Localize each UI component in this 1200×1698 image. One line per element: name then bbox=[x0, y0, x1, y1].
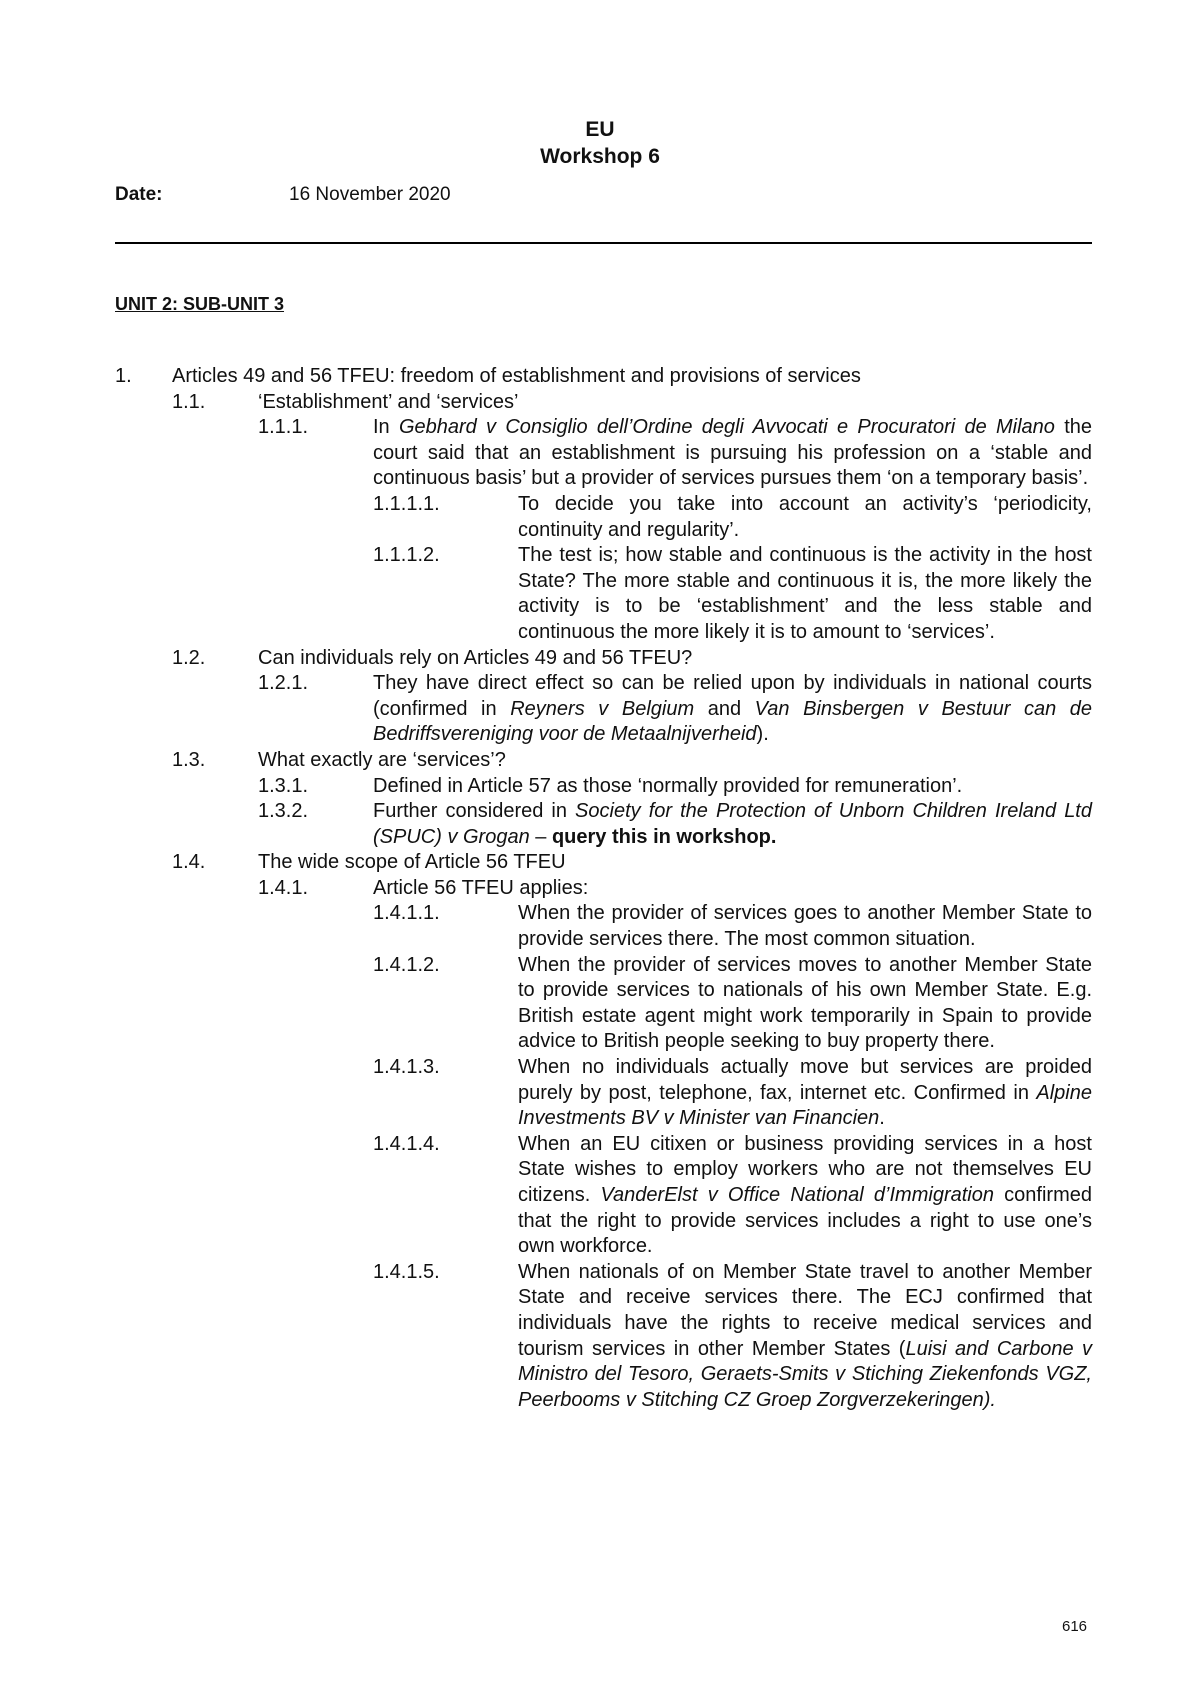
page-number: 616 bbox=[1062, 1618, 1088, 1635]
outline-item-text: When the provider of services moves to another Member State to provide services to nationals of his own Member State. E.g. British estate agent might work temporarily in Spain to provide advice to British people seeking to buy property there. bbox=[518, 953, 1092, 1053]
outline-item-number: 1.1.1.2. bbox=[373, 544, 440, 567]
date-value: 16 November 2020 bbox=[289, 184, 451, 205]
outline-item-number: 1.1.1. bbox=[258, 416, 309, 439]
outline-item bbox=[0, 543, 1200, 645]
date-label: Date: bbox=[115, 184, 163, 205]
outline-item-number: 1.2. bbox=[172, 646, 206, 669]
document-title: EU bbox=[585, 118, 615, 141]
outline-item bbox=[0, 1055, 1200, 1132]
outline-item-number: 1.3. bbox=[172, 748, 206, 771]
outline-item-number: 1.4.1.1. bbox=[373, 902, 440, 925]
outline-item-number: 1. bbox=[115, 365, 132, 387]
outline-item bbox=[0, 415, 1200, 492]
outline-item bbox=[0, 1260, 1200, 1414]
unit-heading: UNIT 2: SUB-UNIT 3 bbox=[115, 294, 285, 314]
outline-item-text: Further considered in Society for the Protection of Unborn Children Ireland Ltd (SPUC) v Grogan – query this in workshop. bbox=[373, 800, 1092, 848]
outline-list bbox=[0, 364, 1200, 1413]
outline-item-text: Defined in Article 57 as those ‘normally provided for remuneration’. bbox=[373, 774, 963, 797]
outline-item-number: 1.4.1.2. bbox=[373, 953, 440, 976]
outline-item bbox=[0, 1132, 1200, 1260]
outline-item-number: 1.1.1.1. bbox=[373, 492, 440, 515]
outline-item-text: The test is; how stable and continuous is the activity in the host State? The more stable and continuous it is, the more likely the activity is to be ‘establishment’ and the less stable and continuous the more likely it is to amount to ‘services’. bbox=[518, 544, 1092, 643]
outline-item-number: 1.4.1. bbox=[258, 876, 309, 899]
outline-item-text: Articles 49 and 56 TFEU: freedom of establishment and provisions of services bbox=[172, 365, 861, 387]
outline-item bbox=[0, 646, 1200, 672]
outline-item-number: 1.2.1. bbox=[258, 672, 309, 695]
outline-item-text: To decide you take into account an activity’s ‘periodicity, continuity and regularity’. bbox=[518, 492, 1092, 541]
outline-item-number: 1.3.2. bbox=[258, 800, 309, 823]
header-divider bbox=[115, 242, 1092, 244]
outline-item-number: 1.4.1.4. bbox=[373, 1132, 440, 1155]
document-subtitle: Workshop 6 bbox=[540, 145, 660, 168]
outline-item-text: When the provider of services goes to another Member State to provide services there. The most common situation. bbox=[518, 902, 1092, 951]
outline-item-text: In Gebhard v Consiglio dell’Ordine degli Avvocati e Procuratori de Milano the court said that an establishment is pursuing his profession on a ‘stable and continuous basis’ but a provider of services pursues them ‘on a temporary basis’. bbox=[373, 416, 1092, 490]
outline-item-text: They have direct effect so can be relied upon by individuals in national courts (confirmed in Reyners v Belgium and Van Binsbergen v Bestuur can de Bedriffsvereniging voor de Metaalnijverheid). bbox=[373, 672, 1093, 746]
outline-item bbox=[0, 953, 1200, 1055]
outline-item-text: Article 56 TFEU applies: bbox=[373, 876, 589, 899]
outline-item-text: ‘Establishment’ and ‘services’ bbox=[258, 390, 519, 413]
outline-item-text: What exactly are ‘services’? bbox=[258, 748, 506, 771]
outline-item bbox=[0, 850, 1200, 876]
outline-item bbox=[0, 748, 1200, 774]
outline-item bbox=[0, 901, 1200, 952]
outline-item-number: 1.4.1.5. bbox=[373, 1260, 440, 1283]
outline-item-text: When nationals of on Member State travel to another Member State and receive services there. The ECJ confirmed that individuals have the rights to receive medical services and tourism services in other Member States (Luisi and Carbone v Ministro del Tesoro, Geraets-Smits v Stiching Ziekenfonds VGZ, Peerbooms v Stitching CZ Groep Zorgverzekeringen). bbox=[518, 1260, 1093, 1411]
outline-item bbox=[0, 390, 1200, 416]
outline-item bbox=[0, 799, 1200, 850]
outline-item-number: 1.4.1.3. bbox=[373, 1056, 440, 1079]
outline-item bbox=[0, 364, 1200, 390]
outline-item-text: Can individuals rely on Articles 49 and 56 TFEU? bbox=[258, 646, 693, 669]
outline-item bbox=[0, 876, 1200, 902]
outline-item-number: 1.4. bbox=[172, 851, 206, 874]
outline-item bbox=[0, 671, 1200, 748]
outline-item-number: 1.3.1. bbox=[258, 774, 309, 797]
outline-item-text: The wide scope of Article 56 TFEU bbox=[258, 851, 566, 874]
outline-item bbox=[0, 774, 1200, 800]
outline-item-text: When no individuals actually move but services are proided purely by post, telephone, fax, internet etc. Confirmed in Alpine Investments BV v Minister van Financien. bbox=[518, 1056, 1092, 1130]
outline-item bbox=[0, 492, 1200, 543]
outline-item-text: When an EU citixen or business providing services in a host State wishes to employ workers who are not themselves EU citizens. VanderElst v Office National d’Immigration confirmed that the right to provide services includes a right to use one’s own workforce. bbox=[518, 1132, 1092, 1258]
outline-item-number: 1.1. bbox=[172, 390, 206, 413]
